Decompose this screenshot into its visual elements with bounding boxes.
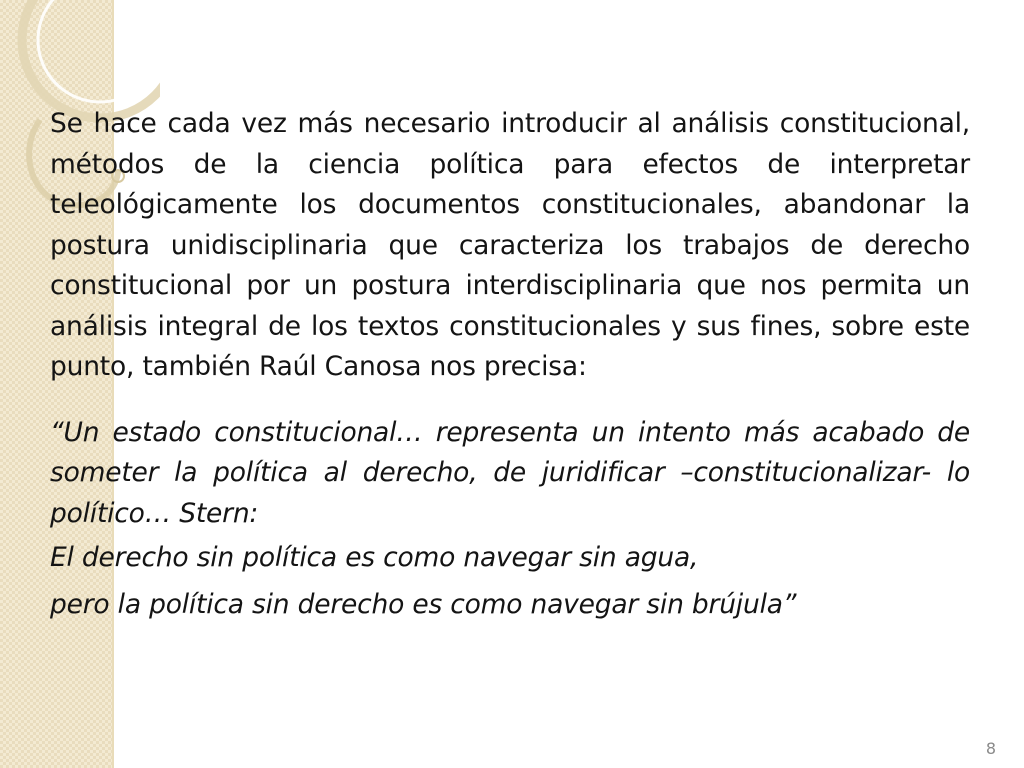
page-number: 8 bbox=[985, 739, 996, 758]
slide-content bbox=[50, 104, 970, 628]
quote-line-1: El derecho sin política es como navegar sin agua, bbox=[50, 542, 699, 573]
body-paragraph: Se hace cada vez más necesario introducir al análisis constitucional, métodos de la ciencia política para efectos de interpretar teleológicamente los documentos constitucionales, abandonar la postura unidisciplinaria que caracteriza los trabajos de derecho constitucional por un postura interdisciplinaria que nos permita un análisis integral de los textos constitucionales y sus fines, sobre este punto, también Raúl Canosa nos precisa: bbox=[50, 108, 970, 382]
quote-paragraph: “Un estado constitucional… representa un intento más acabado de someter la política al derecho, de juridificar –constitucionalizar- lo político… Stern: bbox=[50, 416, 970, 529]
quote-line-2: pero la política sin derecho es como navegar sin brújula” bbox=[50, 589, 797, 620]
